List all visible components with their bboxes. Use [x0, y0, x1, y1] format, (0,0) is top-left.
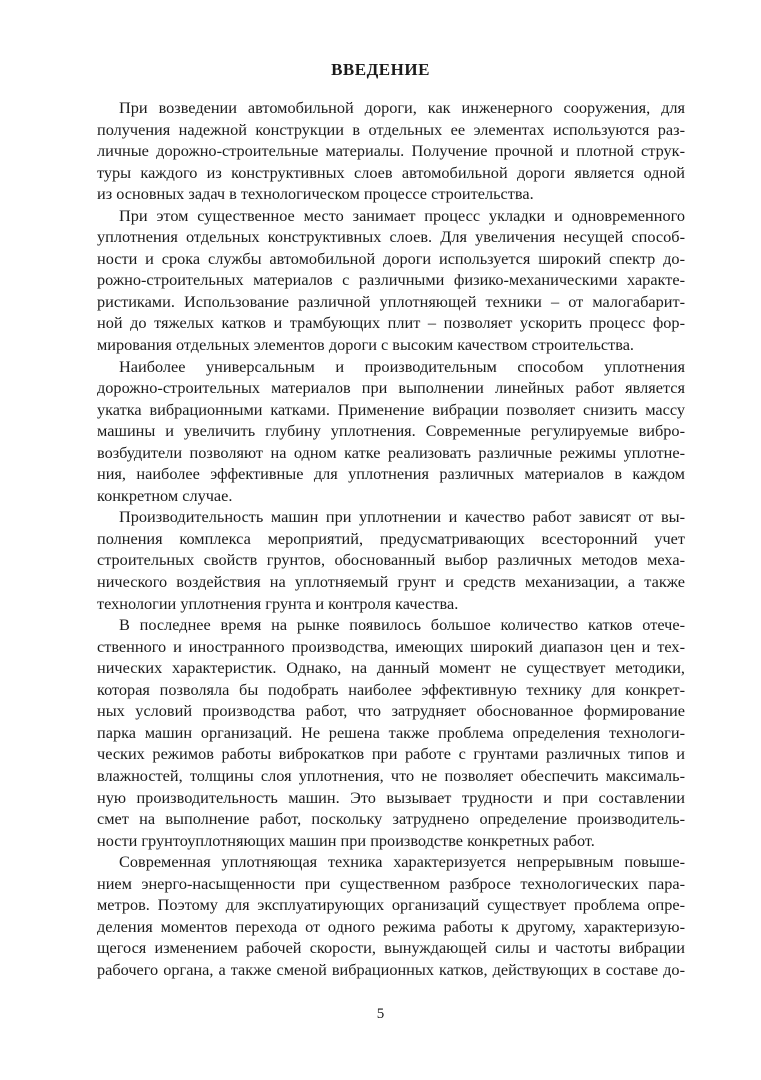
page-title: ВВЕДЕНИЕ [331, 60, 430, 79]
paragraph [97, 205, 685, 356]
body-text [97, 97, 685, 980]
text-line: При возведении автомобильной дороги, как инженерного сооружения, для [119, 98, 685, 117]
paragraph [97, 97, 685, 205]
paragraph [97, 506, 685, 614]
text-line: парка машин организаций. Не решена также проблема определения технологи- [97, 722, 685, 742]
text-line: которая позволяла бы подобрать наиболее эффективную технику для конкрет- [97, 679, 685, 699]
paragraph [97, 614, 685, 851]
text-line: технологии уплотнения грунта и контроля качества. [97, 593, 459, 613]
text-line: щегося изменением рабочей скорости, вынуждающей силы и частоты вибрации [97, 938, 685, 958]
text-line: В последнее время на рынке появилось большое количество катков отече- [119, 615, 685, 635]
paragraph [97, 851, 685, 980]
text-line: метров. Поэтому для эксплуатирующих организаций существует проблема опре- [97, 895, 685, 915]
text-line: личные дорожно-строительные материалы. Получение прочной и плотной струк- [97, 141, 685, 161]
text-line: деления моментов перехода от одного режима работы к другому, характеризую- [97, 916, 685, 936]
text-line: влажностей, толщины слоя уплотнения, что не позволяет обеспечить максималь- [97, 765, 685, 785]
text-line: ния, наиболее эффективные для уплотнения различных материалов в каждом [97, 464, 685, 484]
text-line: получения надежной конструкции в отдельных ее элементах используются раз- [97, 119, 685, 139]
text-line: нием энерго-насыщенности при существенном разбросе технологических пара- [97, 873, 685, 893]
text-line: ристиками. Использование различной уплотняющей техники – от малогабарит- [97, 291, 685, 311]
text-line: конкретном случае. [97, 485, 233, 505]
text-line: дорожно-строительных материалов при выполнении линейных работ является [97, 378, 685, 398]
text-line: полнения комплекса мероприятий, предусматривающих всесторонний учет [97, 528, 685, 548]
text-line: ных условий производства работ, что затрудняет обоснованное формирование [97, 701, 685, 721]
page-number: 5 [376, 1006, 385, 1022]
text-line: ной до тяжелых катков и трамбующих плит – позволяет ускорить процесс фор- [97, 313, 685, 333]
text-line: из основных задач в технологическом процессе строительства. [97, 184, 534, 204]
text-line: нического воздействия на уплотняемый грунт и средств механизации, а также [97, 572, 685, 592]
text-line: машины и увеличить глубину уплотнения. Современные регулируемые вибро- [97, 421, 685, 441]
text-line: смет на выполнение работ, поскольку затруднено определение производитель- [97, 809, 685, 829]
text-line: ности грунтоуплотняющих машин при производстве конкретных работ. [97, 830, 595, 850]
text-line: При этом существенное место занимает процесс укладки и одновременного [119, 205, 685, 225]
text-line: рабочего органа, а также сменой вибрационных катков, действующих в составе до- [97, 959, 685, 979]
text-line: ную производительность машин. Это вызывает трудности и при составлении [97, 787, 685, 807]
text-line: ности и срока службы автомобильной дороги используется широкий спектр до- [97, 248, 685, 268]
text-line: уплотнения отдельных конструктивных слоев. Для увеличения несущей способ- [97, 227, 685, 247]
text-line: рожно-строительных материалов с различными физико-механическими характе- [97, 270, 685, 290]
text-line: мирования отдельных элементов дороги с высоким качеством строительства. [97, 335, 634, 355]
text-line: нических характеристик. Однако, на данный момент не существует методики, [97, 658, 685, 678]
text-line: возбудители позволяют на одном катке реализовать различные режимы уплотне- [97, 442, 685, 462]
paragraph [97, 356, 685, 507]
text-line: ческих режимов работы виброкатков при работе с грунтами различных типов и [97, 744, 685, 764]
text-line: Производительность машин при уплотнении и качество работ зависят от вы- [119, 507, 685, 527]
text-line: туры каждого из конструктивных слоев автомобильной дороги является одной [97, 162, 685, 182]
text-line: Современная уплотняющая техника характеризуется непрерывным повыше- [119, 852, 685, 872]
text-line: ственного и иностранного производства, имеющих широкий диапазон цен и тех- [97, 636, 685, 656]
text-line: строительных свойств грунтов, обоснованный выбор различных методов меха- [97, 550, 685, 570]
text-line: укатка вибрационными катками. Применение вибрации позволяет снизить массу [97, 399, 685, 419]
text-line: Наиболее универсальным и производительным способом уплотнения [119, 356, 685, 376]
